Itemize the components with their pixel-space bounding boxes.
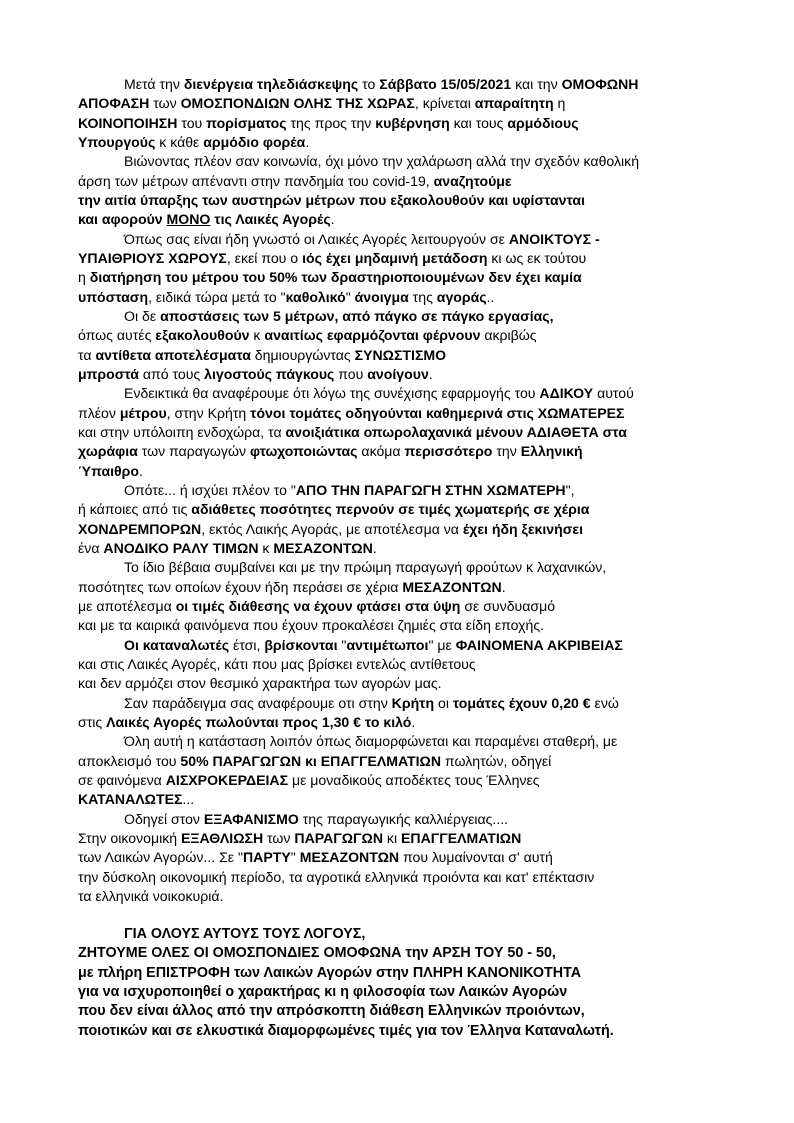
body-line: υπόσταση, ειδικά τώρα μετά το "καθολικό" άνοιγμα της αγοράς.. [78,289,495,305]
body-line: ΑΠΟΦΑΣΗ των ΟΜΟΣΠΟΝΔΙΩΝ ΟΛΗΣ ΤΗΣ ΧΩΡΑΣ, κρίνεται απαραίτητη η [78,95,566,111]
body-line: μπροστά από τους λιγοστούς πάγκους που ανοίγουν. [78,366,433,382]
body-line: Ύπαιθρο. [78,463,143,479]
body-line: Υπουργούς κ κάθε αρμόδιο φορέα. [78,134,310,150]
body-line: όπως αυτές εξακολουθούν κ αναιτίως εφαρμόζονται φέρνουν ακριβώς [78,327,537,343]
closing-line: για να ισχυροποιηθεί ο χαρακτήρας κι η φιλοσοφία των Λαικών Αγορών [78,984,568,1000]
body-line: στις Λαικές Αγορές πωλούνται προς 1,30 € το κιλό. [78,714,416,730]
body-line: ένα ΑΝΟΔΙΚΟ ΡΑΛΥ ΤΙΜΩΝ κ ΜΕΣΑΖΟΝΤΩΝ. [78,540,377,556]
body-line: Σαν παράδειγμα σας αναφέρουμε οτι στην Κρήτη οι τομάτες έχουν 0,20 € ενώ [124,695,619,711]
body-line: Οπότε... ή ισχύει πλέον το "ΑΠΟ ΤΗΝ ΠΑΡΑΓΩΓΗ ΣΤΗΝ ΧΩΜΑΤΕΡΗ", [124,482,575,498]
body-line: Ενδεικτικά θα αναφέρουμε ότι λόγω της συνέχισης εφαρμογής του ΑΔΙΚΟΥ αυτού [124,385,634,401]
body-line: τα ελληνικά νοικοκυριά. [78,888,224,904]
body-line: αποκλεισμό του 50% ΠΑΡΑΓΩΓΩΝ κι ΕΠΑΓΓΕΛΜΑΤΙΩΝ πωλητών, οδηγεί [78,753,552,769]
body-line: με αποτέλεσμα οι τιμές διάθεσης να έχουν φτάσει στα ύψη σε συνδυασμό [78,598,556,614]
body-line: Στην οικονομική ΕΞΑΘΛΙΩΣΗ των ΠΑΡΑΓΩΓΩΝ κι ΕΠΑΓΓΕΛΜΑΤΙΩΝ [78,830,522,846]
body-line: Βιώνοντας πλέον σαν κοινωνία, όχι μόνο την χαλάρωση αλλά την σχεδόν καθολική [124,153,640,169]
body-line: την αιτία ύπαρξης των αυστηρών μέτρων που εξακολουθούν και υφίστανται [78,192,585,208]
body-line: Οι καταναλωτές έτσι, βρίσκονται "αντιμέτωποι" με ΦΑΙΝΟΜΕΝΑ ΑΚΡΙΒΕΙΑΣ [124,637,623,653]
body-line: και με τα καιρικά φαινόμενα που έχουν προκαλέσει ζημιές στα είδη εποχής. [78,617,545,633]
body-line: άρση των μέτρων απέναντι στην πανδημία του covid-19, αναζητούμε [78,173,512,189]
body-line: των Λαικών Αγορών... Σε "ΠΑΡΤΥ" ΜΕΣΑΖΟΝΤΩΝ που λυμαίνονται σ' αυτή [78,849,553,865]
body-line: Όλη αυτή η κατάσταση λοιπόν όπως διαμορφώνεται και παραμένει σταθερή, με [124,733,618,749]
body-line: χωράφια των παραγωγών φτωχοποιώντας ακόμα περισσότερο την Ελληνική [78,443,583,459]
body-line: σε φαινόμενα ΑΙΣΧΡΟΚΕΡΔΕΙΑΣ με μοναδικούς αποδέκτες τους Έλληνες [78,772,540,788]
body-line: και δεν αρμόζει στον θεσμικό χαρακτήρα των αγορών μας. [78,675,442,691]
closing-line: ποιοτικών και σε ελκυστικά διαμορφωμένες τιμές για τον Έλληνα Καταναλωτή. [78,1023,614,1039]
body-line: και στην υπόλοιπη ενδοχώρα, τα ανοιξιάτικα οπωρολαχανικά μένουν ΑΔΙΑΘΕΤΑ στα [78,424,627,440]
body-line: ή κάποιες από τις αδιάθετες ποσότητες περνούν σε τιμές χωματερής σε χέρια [78,501,590,517]
closing-line: με πλήρη ΕΠΙΣΤΡΟΦΗ των Λαικών Αγορών στην ΠΛΗΡΗ ΚΑΝΟΝΙΚΟΤΗΤΑ [78,965,582,981]
closing-line: ΖΗΤΟΥΜΕ ΟΛΕΣ ΟΙ ΟΜΟΣΠΟΝΔΙΕΣ ΟΜΟΦΩΝΑ την ΑΡΣΗ ΤΟΥ 50 - 50, [78,945,556,961]
body-line: Μετά την διενέργεια τηλεδιάσκεψης το Σάββατο 15/05/2021 και την ΟΜΟΦΩΝΗ [124,76,639,92]
body-line: την δύσκολη οικονομική περίοδο, τα αγροτικά ελληνικά προιόντα και κατ' επέκτασιν [78,869,595,885]
body-line: πλέον μέτρου, στην Κρήτη τόνοι τομάτες οδηγούνται καθημερινά στις ΧΩΜΑΤΕΡΕΣ [78,405,625,421]
body-line: Οι δε αποστάσεις των 5 μέτρων, από πάγκο σε πάγκο εργασίας, [124,308,554,324]
body-line: ΧΟΝΔΡΕΜΠΟΡΩΝ, εκτός Λαικής Αγοράς, με αποτέλεσμα να έχει ήδη ξεκινήσει [78,521,583,537]
body-line: ΚΟΙΝΟΠΟΙΗΣΗ του πορίσματος της προς την κυβέρνηση και τους αρμόδιους [78,115,579,131]
body-line: η διατήρηση του μέτρου του 50% των δραστηριοποιουμένων δεν έχει καμία [78,269,582,285]
closing-line: ΓΙΑ ΟΛΟΥΣ ΑΥΤΟΥΣ ΤΟΥΣ ΛΟΓΟΥΣ, [124,926,366,942]
body-line: ΚΑΤΑΝΑΛΩΤΕΣ... [78,791,195,807]
body-line: Το ίδιο βέβαια συμβαίνει και με την πρώιμη παραγωγή φρούτων κ λαχανικών, [124,559,607,575]
body-line: και στις Λαικές Αγορές, κάτι που μας βρίσκει εντελώς αντίθετους [78,656,476,672]
body-line: Οδηγεί στον ΕΞΑΦΑΝΙΣΜΟ της παραγωγικής καλλιέργειας.... [124,811,509,827]
body-line: τα αντίθετα αποτελέσματα δημιουργώντας ΣΥΝΩΣΤΙΣΜΟ [78,347,447,363]
body-line: Όπως σας είναι ήδη γνωστό οι Λαικές Αγορές λειτουργούν σε ΑΝΟΙΚΤΟΥΣ - [124,231,600,247]
body-line: ΥΠΑΙΘΡΙΟΥΣ ΧΩΡΟΥΣ, εκεί που ο ιός έχει μηδαμινή μετάδοση κι ως εκ τούτου [78,250,587,266]
body-line: ποσότητες των οποίων έχουν ήδη περάσει σε χέρια ΜΕΣΑΖΟΝΤΩΝ. [78,579,506,595]
body-line: και αφορούν ΜΟΝΟ τις Λαικές Αγορές. [78,211,335,227]
closing-line: που δεν είναι άλλος από την απρόσκοπτη διάθεση Ελληνικών προιόντων, [78,1003,585,1019]
